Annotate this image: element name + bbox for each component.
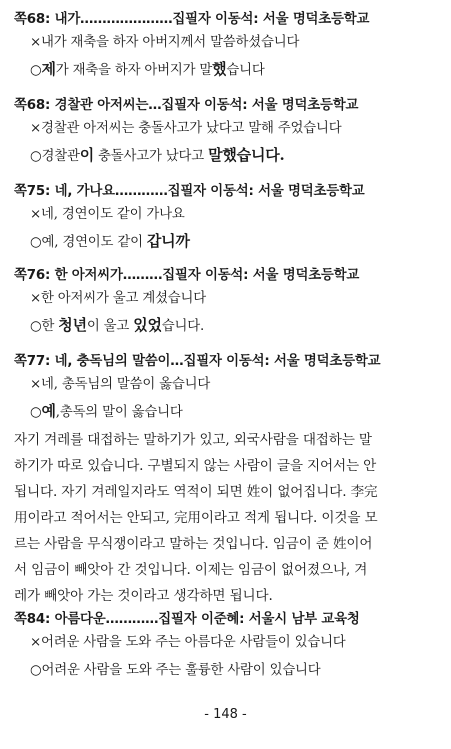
entry-p77-chongdok xyxy=(14,352,444,426)
paragraph-line: 르는 사람을 무식쟁이라고 말하는 것입니다. 임금이 준 姓이어 xyxy=(14,536,373,552)
entry-heading: 쪽68: 내가…………………집필자 이동석: 서울 명덕초등학교 xyxy=(14,12,370,27)
correct-sentence: ○경찰관이 충돌사고가 났다고 말했습니다. xyxy=(30,146,285,164)
entry-p68-police xyxy=(14,96,444,170)
paragraph-line: 레가 빼앗아 가는 것이라고 생각하면 됩니다. xyxy=(14,588,273,604)
entry-heading: 쪽77: 네, 충독님의 말씀이…집필자 이동석: 서울 명덕초등학교 xyxy=(14,354,381,369)
entry-p84-areumdaun xyxy=(14,610,444,684)
wrong-sentence: ×경찰관 아저씨는 충돌사고가 났다고 말해 주었습니다 xyxy=(30,121,342,136)
entry-heading: 쪽75: 네, 가나요…………집필자 이동석: 서울 명덕초등학교 xyxy=(14,184,365,199)
paragraph-line: 자기 겨레를 대접하는 말하기가 있고, 외국사람을 대접하는 말 xyxy=(14,432,372,448)
entry-heading: 쪽68: 경찰관 아저씨는…집필자 이동석: 서울 명덕초등학교 xyxy=(14,98,359,113)
entry-p75-gayo xyxy=(14,182,444,256)
wrong-sentence: ×네, 경연이도 같이 가나요 xyxy=(30,207,185,222)
entry-p68-naega xyxy=(14,10,444,84)
correct-sentence: ○예,총독의 말이 옳습니다 xyxy=(30,402,183,420)
wrong-sentence: ×내가 재축을 하자 아버지께서 말씀하셨습니다 xyxy=(30,35,300,50)
correct-sentence: ○어려운 사람을 도와 주는 훌륭한 사람이 있습니다 xyxy=(30,663,321,678)
paragraph-line: 用이라고 적어서는 안되고, 完用이라고 적게 됩니다. 이것을 모 xyxy=(14,510,378,526)
paragraph-line: 서 임금이 빼앗아 간 것입니다. 이제는 임금이 없어졌으나, 겨 xyxy=(14,562,368,578)
paragraph-line: 됩니다. 자기 겨레일지라도 역적이 되면 姓이 없어집니다. 李完 xyxy=(14,484,378,500)
correct-sentence: ○한 청년이 울고 있었습니다. xyxy=(30,316,205,334)
paragraph-line: 하기가 따로 있습니다. 구별되지 않는 사람이 글을 지어서는 안 xyxy=(14,458,377,474)
correct-sentence: ○예, 경연이도 같이 갑니까 xyxy=(30,232,190,250)
correct-sentence: ○제가 재축을 하자 아버지가 말했습니다 xyxy=(30,60,265,78)
entry-heading: 쪽76: 한 아저씨가………집필자 이동석: 서울 명덕초등학교 xyxy=(14,268,360,283)
entry-p76-ajeossi xyxy=(14,266,444,340)
wrong-sentence: ×한 아저씨가 울고 계셨습니다 xyxy=(30,291,207,306)
wrong-sentence: ×네, 총독님의 말씀이 옳습니다 xyxy=(30,377,211,392)
page-number: - 148 - xyxy=(204,707,247,722)
wrong-sentence: ×어려운 사람을 도와 주는 아름다운 사람들이 있습니다 xyxy=(30,635,346,650)
explanation-paragraph xyxy=(14,427,444,609)
entry-heading: 쪽84: 아름다운…………집필자 이준혜: 서울시 남부 교육청 xyxy=(14,612,360,627)
